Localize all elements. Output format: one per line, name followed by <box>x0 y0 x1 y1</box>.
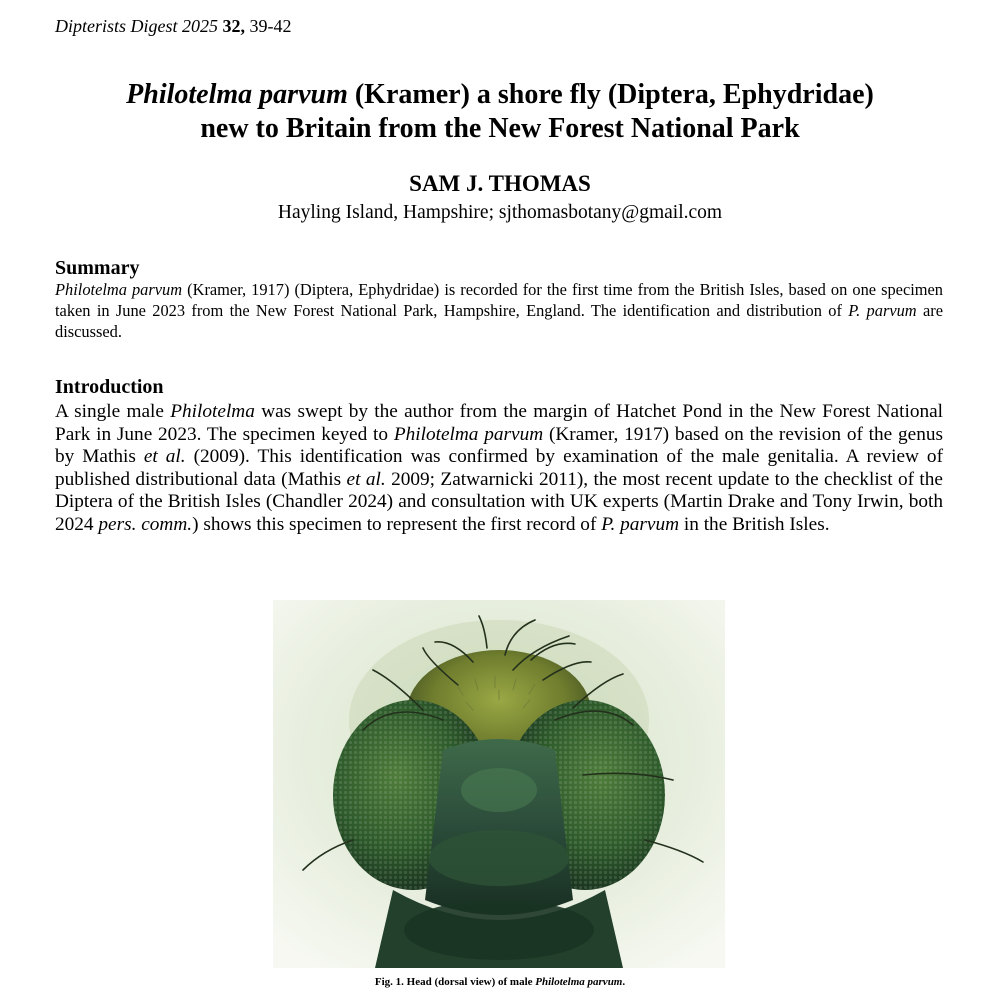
title-line-2: new to Britain from the New Forest National Park <box>200 113 800 144</box>
title-species: Philotelma parvum <box>126 79 348 110</box>
title-line-1 <box>0 78 1000 112</box>
fly-head-photo <box>273 600 725 968</box>
author-affiliation: Hayling Island, Hampshire; sjthomasbotany@gmail.com <box>277 202 723 223</box>
intro-text-2: was swept by the author from the margin of Hatchet Pond in the New Forest National Park in June 2023. The specimen keyed to <box>55 401 944 445</box>
intro-text-3: (Kramer, 1917) based on the revision of the genus by Mathis <box>55 423 943 468</box>
summary-species: Philotelma parvum <box>55 280 183 299</box>
fly-head-illustration <box>273 600 725 968</box>
journal-name: Dipterists Digest <box>55 16 178 36</box>
summary-abbrev: P. parvum <box>848 301 917 320</box>
title-line-1-rest: (Kramer) a shore fly (Diptera, Ephydridae) <box>354 79 874 110</box>
intro-italic-pers-comm: pers. comm. <box>98 513 193 535</box>
intro-text-5: 2009; Zatwarnicki 2011), the most recent update to the checklist of the Diptera of the British Isles (Chandler 2024) and consultation with UK experts (Martin Drake and Tony Irwin, both 2024 <box>55 468 943 535</box>
caption-end: . <box>622 976 626 988</box>
intro-text-6: ) shows this specimen to represent the first record of <box>192 513 597 535</box>
summary-heading: Summary <box>55 257 140 279</box>
journal-header <box>55 15 292 37</box>
journal-volume: 32, <box>222 16 246 36</box>
intro-italic-etal-2: et al. <box>346 468 386 490</box>
intro-italic-etal-1: et al. <box>143 446 186 468</box>
journal-year: 2025 <box>182 16 219 36</box>
caption-text: Fig. 1. Head (dorsal view) of male <box>374 976 533 988</box>
intro-italic-genus: Philotelma <box>170 401 255 422</box>
intro-text-4: (2009). This identification was confirmed by examination of the male genitalia. A review of published distributional data (Mathis <box>55 446 943 490</box>
intro-italic-species: Philotelma parvum <box>393 423 544 445</box>
summary-paragraph <box>55 279 943 342</box>
caption-species: Philotelma parvum <box>535 976 623 988</box>
author-name: SAM J. THOMAS <box>409 171 591 196</box>
figure-caption <box>0 975 1000 989</box>
introduction-heading: Introduction <box>55 376 164 398</box>
intro-text-1: A single male <box>55 401 164 422</box>
summary-text-1: (Kramer, 1917) (Diptera, Ephydridae) is recorded for the first time from the British Isles, based on one specimen taken in June 2023 from the New Forest National Park, Hampshire, England. The identification and distribution of <box>55 280 944 320</box>
summary-text-2: are discussed. <box>55 301 943 341</box>
introduction-paragraph <box>55 401 943 537</box>
intro-text-7: in the British Isles. <box>683 513 830 535</box>
intro-italic-abbrev: P. parvum <box>601 513 680 535</box>
article-title <box>0 78 1000 146</box>
journal-pages: 39-42 <box>249 16 292 36</box>
